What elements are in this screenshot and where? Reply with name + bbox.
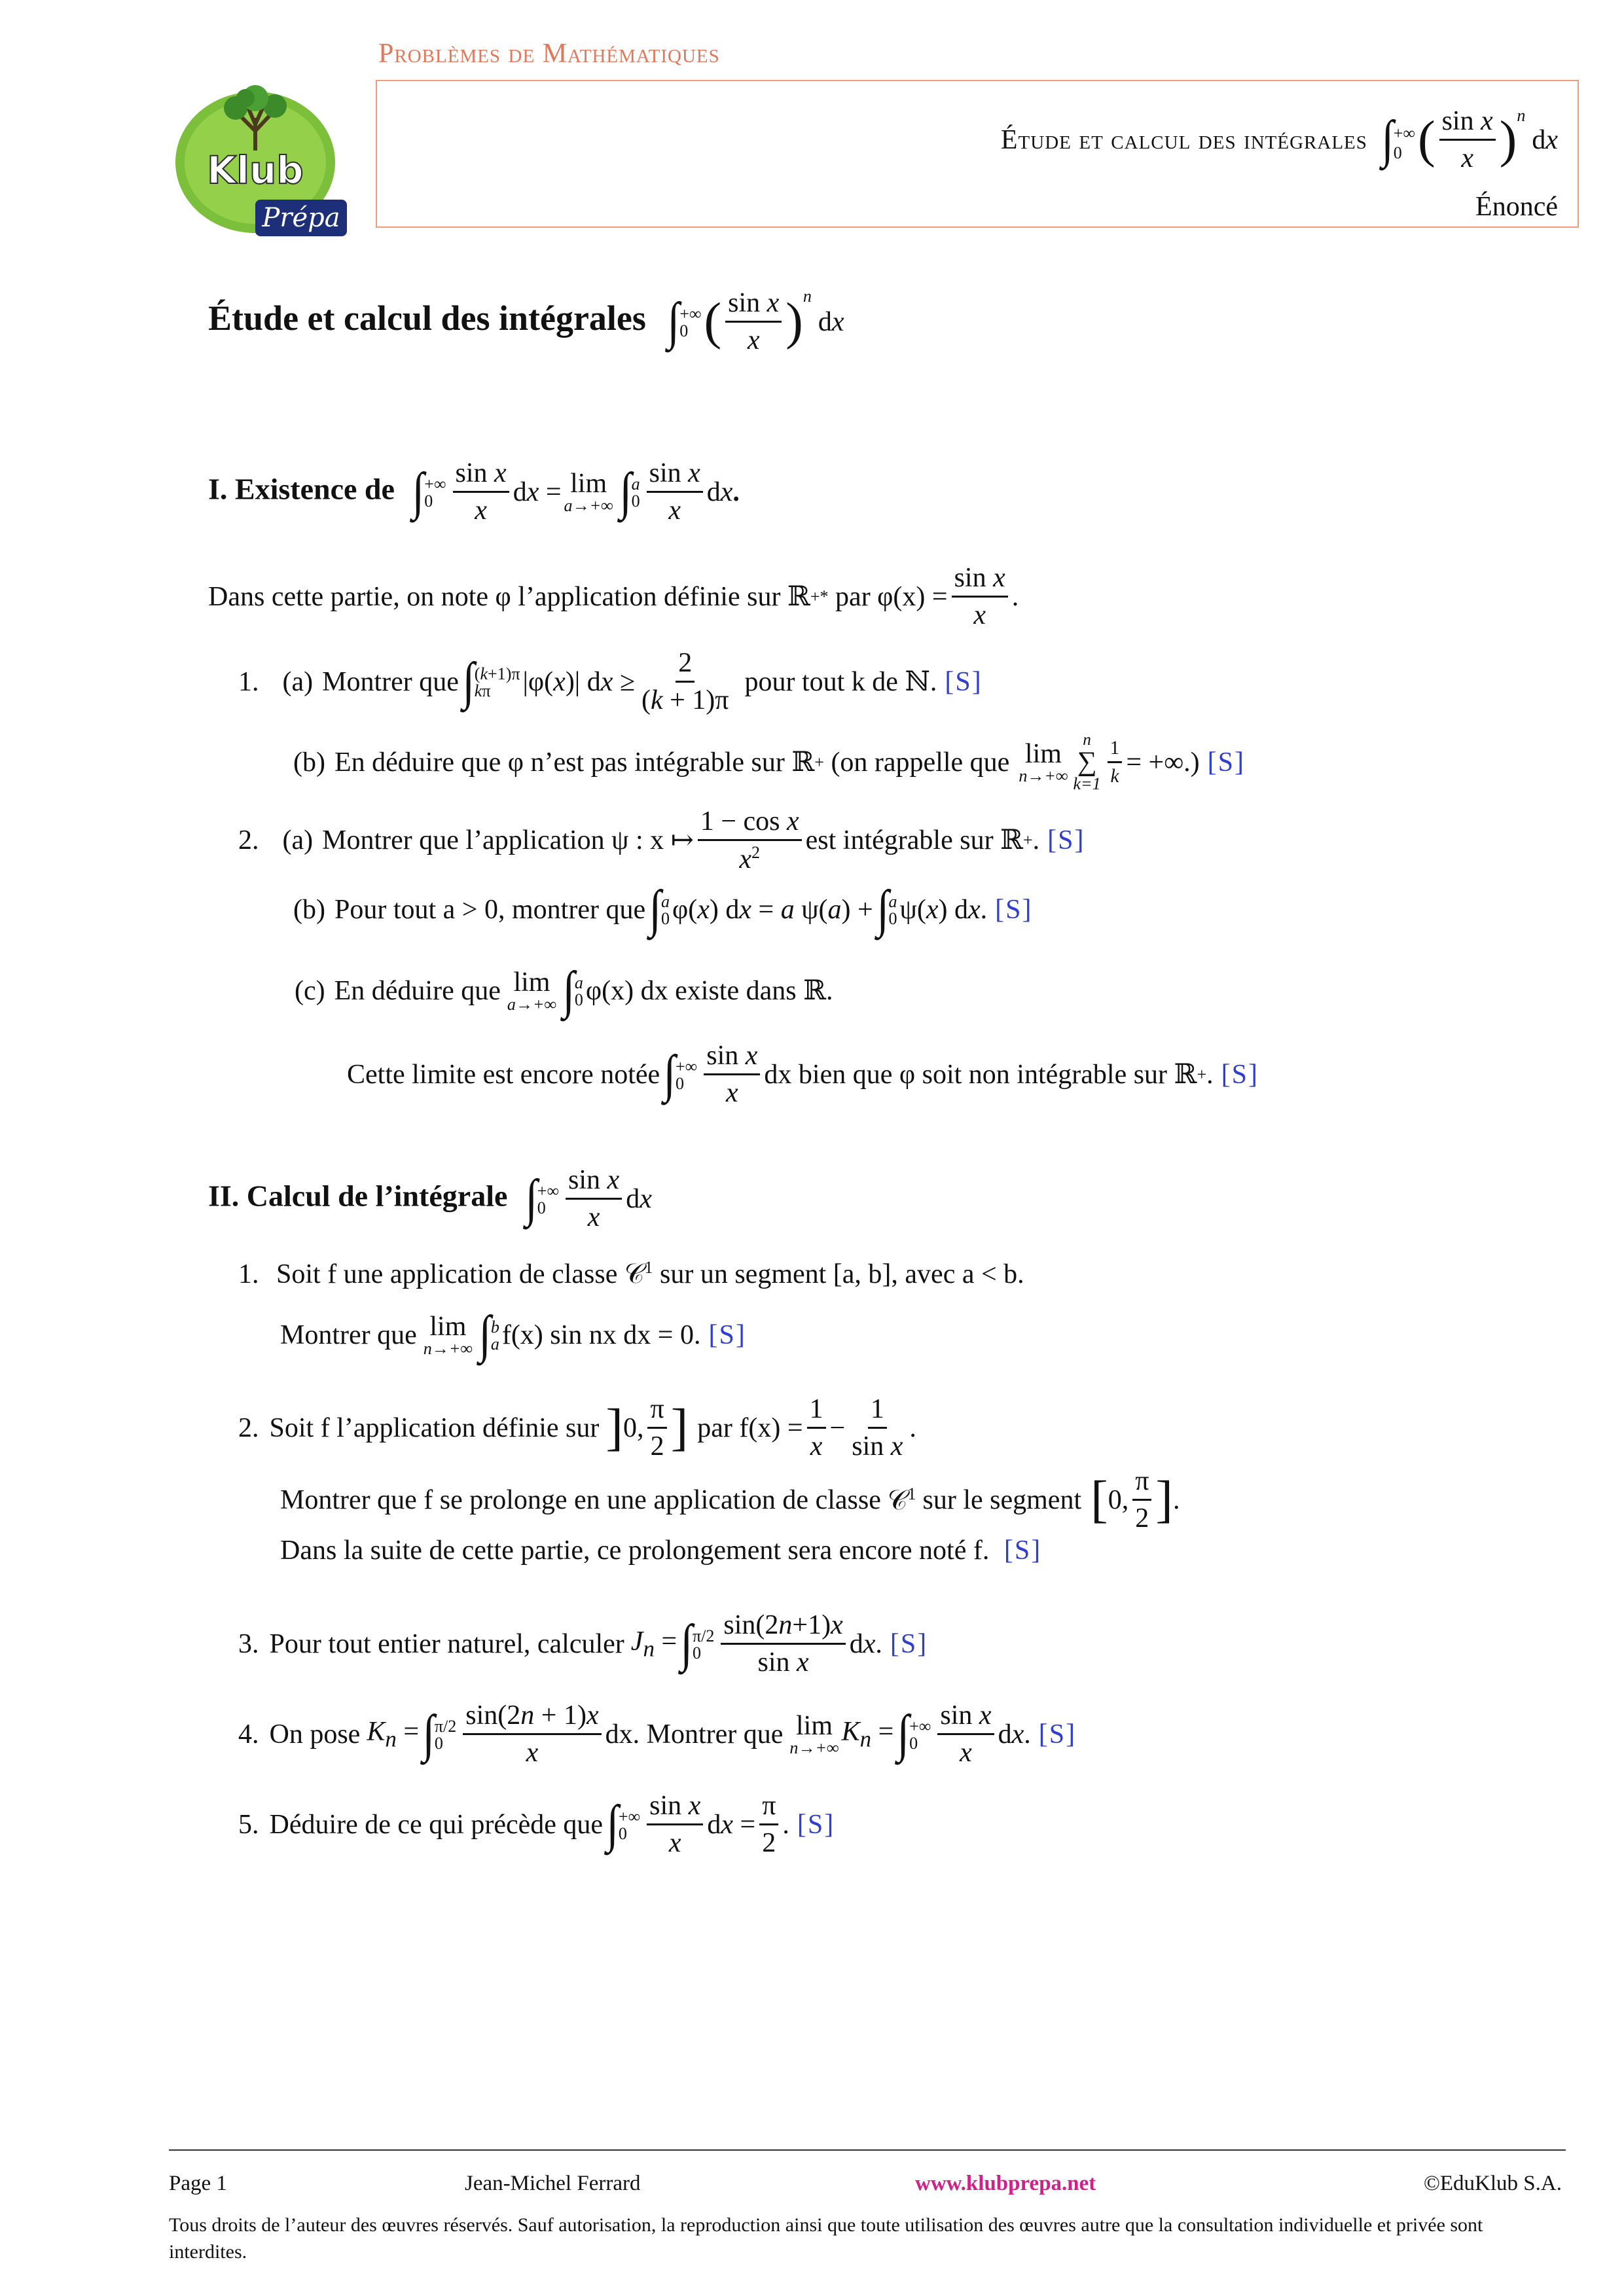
klubprepa-logo <box>157 79 353 242</box>
solution-link[interactable]: [S] <box>890 1628 928 1659</box>
footer-url-link[interactable]: www.klubprepa.net <box>915 2172 1096 2195</box>
footer-divider <box>169 2149 1566 2151</box>
solution-link[interactable]: [S] <box>1221 1059 1259 1090</box>
page-title: Étude et calcul des intégrales ∫ +∞ 0 ( $\frac{\text{sin x}}{x}$ ) $^n$ dx <box>208 287 844 356</box>
header-box <box>376 80 1579 228</box>
footer-copyright: ©EduKlub S.A. <box>1423 2172 1562 2195</box>
question-ii-5: 5. Déduire de ce qui précède que ∫ +∞ 0 $\frac{\text{sin x}}{x}$ dx = $\frac{\pi}{2}$ . [S] <box>238 1791 835 1859</box>
solution-link[interactable]: [S] <box>797 1809 835 1840</box>
solution-link[interactable]: [S] <box>945 666 983 697</box>
question-1a: 1. (a) Montrer que ∫ (k+1)π kπ |φ(x)| dx ≥ $\frac{2}{(k + 1)\pi}$ pour tout k de ℕ. [S] <box>238 648 983 716</box>
solution-link[interactable]: [S] <box>1047 825 1085 856</box>
question-ii-2-line3: Dans la suite de cette partie, ce prolongement sera encore noté f. [S] <box>280 1535 1042 1566</box>
question-ii-1: 1. Soit f une application de classe 𝒞$^1$ sur un segment [a, b], avec a < b. <box>238 1258 1024 1289</box>
header-subtitle: Énoncé <box>1475 192 1558 222</box>
question-ii-1-line2: Montrer que lim n→+∞ ∫ b a f(x) sin nx dx = 0. [S] <box>280 1306 746 1363</box>
series-title: Problèmes de Mathématiques <box>378 39 720 69</box>
question-2a: 2. (a) Montrer que l’application ψ : x ↦ $\frac{\text{1 − cos x}}{x^2}$ est intégrable sur ℝ + . [S] <box>238 806 1085 875</box>
footer-author: Jean-Michel Ferrard <box>465 2172 641 2195</box>
question-2b: (b) Pour tout a > 0, montrer que ∫ a 0 φ(x) dx = a ψ(a) + ∫ a 0 ψ(x) dx. [S] <box>293 880 1033 938</box>
footer-page: Page 1 <box>169 2172 227 2195</box>
solution-link[interactable]: [S] <box>708 1319 746 1350</box>
question-2c: (c) En déduire que lim a→+∞ ∫ a 0 φ(x) dx existe dans ℝ. <box>295 961 833 1019</box>
part1-intro: Dans cette partie, on note φ l’application définie sur ℝ +* par φ(x) = $\frac{\text{sin x}}{x}$ . <box>208 563 1019 631</box>
question-ii-3: 3. Pour tout entier naturel, calculer $J_n$ = ∫ π/2 0 $\frac{\sin(2n+1)x}{\text{sin x}}$ dx. [S] <box>238 1610 928 1678</box>
section-title-2: II. Calcul de l’intégrale ∫ +∞ 0 $\frac{\text{sin x}}{x}$ dx <box>208 1165 652 1233</box>
footer-notice: Tous droits de l’auteur des œuvres réservés. Sauf autorisation, la reproduction ainsi que toute utilisation des œuvres autre que la consultation individuelle et privée sont interdites. <box>169 2214 1483 2263</box>
question-2c-note: Cette limite est encore notée ∫ +∞ 0 $\frac{\text{sin x}}{x}$ dx bien que φ soit non intégrable sur ℝ + . [S] <box>347 1041 1259 1109</box>
section-title-1: I. Existence de ∫ +∞ 0 $\frac{\text{sin x}}{x}$ dx = lim a→+∞ ∫ a 0 $\frac{\text{sin x}}{x}$ dx. <box>208 458 740 526</box>
solution-link[interactable]: [S] <box>1003 1535 1042 1566</box>
header-title-text: Étude et calcul des intégrales <box>1000 124 1367 155</box>
solution-link[interactable]: [S] <box>1038 1719 1077 1749</box>
question-1b: (b) En déduire que φ n’est pas intégrable sur ℝ + (on rappelle que lim n→+∞ n ∑ k=1 $\frac{1}{k}$ = +∞.) [S] <box>293 731 1245 794</box>
header-title: Étude et calcul des intégrales ∫ +∞ 0 ( $\frac{\text{sin x}}{x}$ ) $^n$ dx <box>1000 106 1558 174</box>
solution-link[interactable]: [S] <box>995 894 1033 925</box>
svg-text:Prépa: Prépa <box>262 203 340 233</box>
solution-link[interactable]: [S] <box>1207 747 1245 778</box>
svg-text:Klub: Klub <box>207 148 304 192</box>
question-ii-4: 4. On pose $K_n$ = ∫ π/2 0 $\frac{\sin(2n + 1)x}{x}$ dx. Montrer que lim n→+∞ $K_n$ = ∫ +∞ 0 $\frac{\text{sin x}}{x}$ dx. [S] <box>238 1700 1077 1768</box>
question-ii-2-line2: Montrer que f se prolonge en une application de classe 𝒞$^1$ sur le segment [ 0, $\frac{\pi}{2}$ ] . <box>280 1466 1180 1534</box>
question-ii-2: 2. Soit f l’application définie sur ] 0, $\frac{\pi}{2}$ ] par f(x) = $\frac{1}{x}$ − $\frac{1}{\text{sin x}}$ . <box>238 1394 916 1462</box>
